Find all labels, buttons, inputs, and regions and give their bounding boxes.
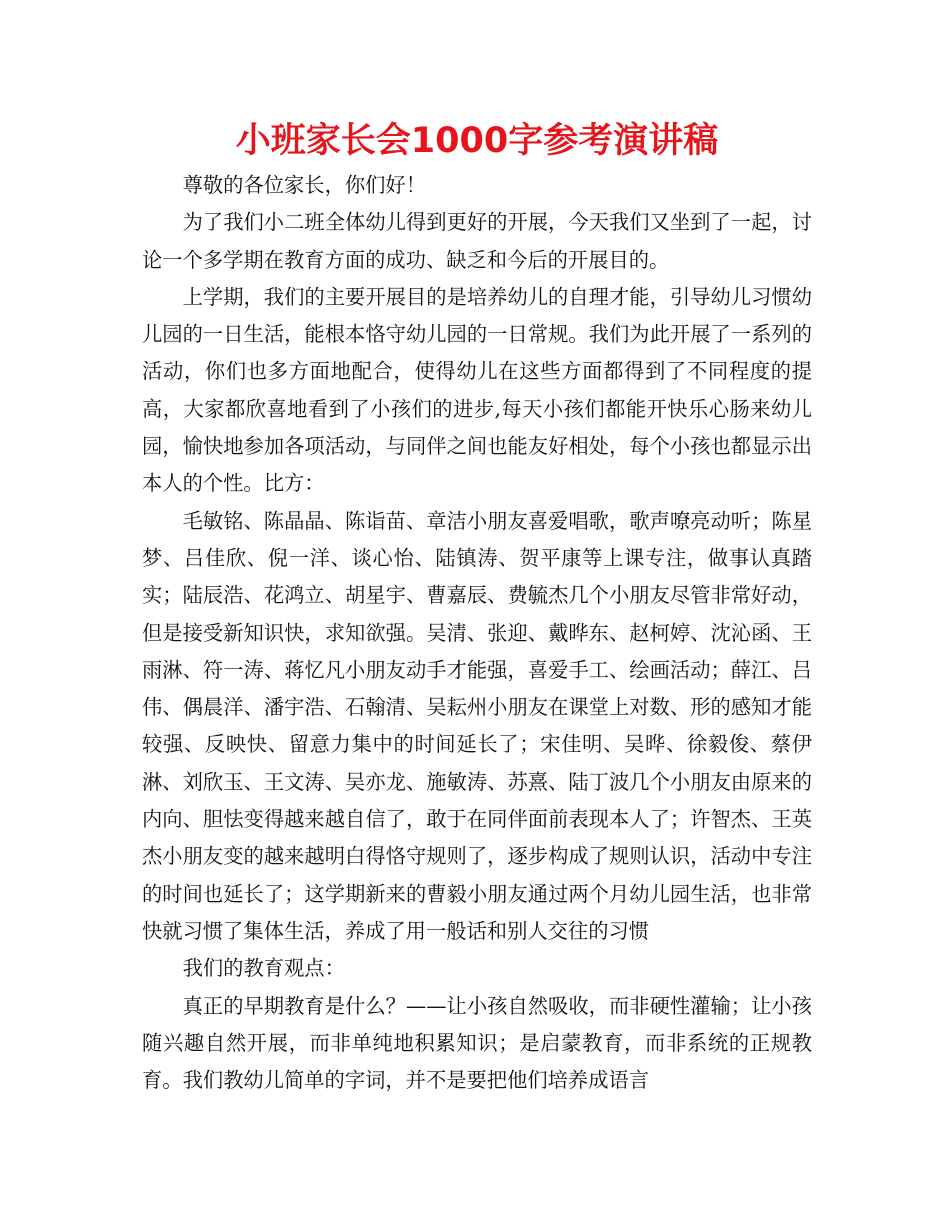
paragraph-children-examples: 毛敏铭、陈晶晶、陈诣苗、章洁小朋友喜爱唱歌，歌声嘹亮动听；陈星梦、吕佳欣、倪一洋、谈心怡、陆镇涛、贺平康等上课专注，做事认真踏实；陆辰浩、花鸿立、胡星宇、曹嘉辰、费毓杰几个小朋友尽管非常好动，但是接受新知识快，求知欲强。吴清、张迎、戴晔东、赵柯婷、沈沁函、王雨淋、符一涛、蒋忆凡小朋友动手才能强，喜爱手工、绘画活动；薛江、吕伟、偶晨洋、潘宇浩、石翰清、吴耘州小朋友在课堂上对数、形的感知才能较强、反映快、留意力集中的时间延长了；宋佳明、吴晔、徐毅俊、蔡伊淋、刘欣玉、王文涛、吴亦龙、施敏涛、苏熹、陆丁波几个小朋友由原来的内向、胆怯变得越来越自信了，敢于在同伴面前表现本人了；许智杰、王英杰小朋友变的越来越明白得恪守规则了，逐步构成了规则认识，活动中专注的时间也延长了；这学期新来的曹毅小朋友通过两个月幼儿园生活，也非常快就习惯了集体生活，养成了用一般话和别人交往的习惯 bbox=[142, 508, 812, 943]
paragraph-early-education: 真正的早期教育是什么？——让小孩自然吸收，而非硬性灌输；让小孩随兴趣自然开展，而非单纯地积累知识；是启蒙教育，而非系统的正规教育。我们教幼儿简单的字词，并不是要把他们培养成语言 bbox=[142, 993, 812, 1093]
paragraph-intro: 为了我们小二班全体幼儿得到更好的开展，今天我们又坐到了一起，讨论一个多学期在教育方面的成功、缺乏和今后的开展目的。 bbox=[142, 210, 812, 272]
document-page bbox=[142, 118, 812, 1099]
paragraph-education-views-heading: 我们的教育观点： bbox=[182, 956, 345, 981]
paragraph-greeting: 尊敬的各位家长，你们好！ bbox=[182, 173, 426, 197]
document-title: 小班家长会1000字参考演讲稿 bbox=[235, 121, 719, 161]
paragraph-last-semester: 上学期，我们的主要开展目的是培养幼儿的自理才能，引导幼儿习惯幼儿园的一日生活，能根本恪守幼儿园的一日常规。我们为此开展了一系列的活动，你们也多方面地配合，使得幼儿在这些方面都得到了不同程度的提高，大家都欣喜地看到了小孩们的进步,每天小孩们都能开快乐心肠来幼儿园，愉快地参加各项活动，与同伴之间也能友好相处，每个小孩也都显示出本人的个性。比方： bbox=[142, 284, 812, 496]
